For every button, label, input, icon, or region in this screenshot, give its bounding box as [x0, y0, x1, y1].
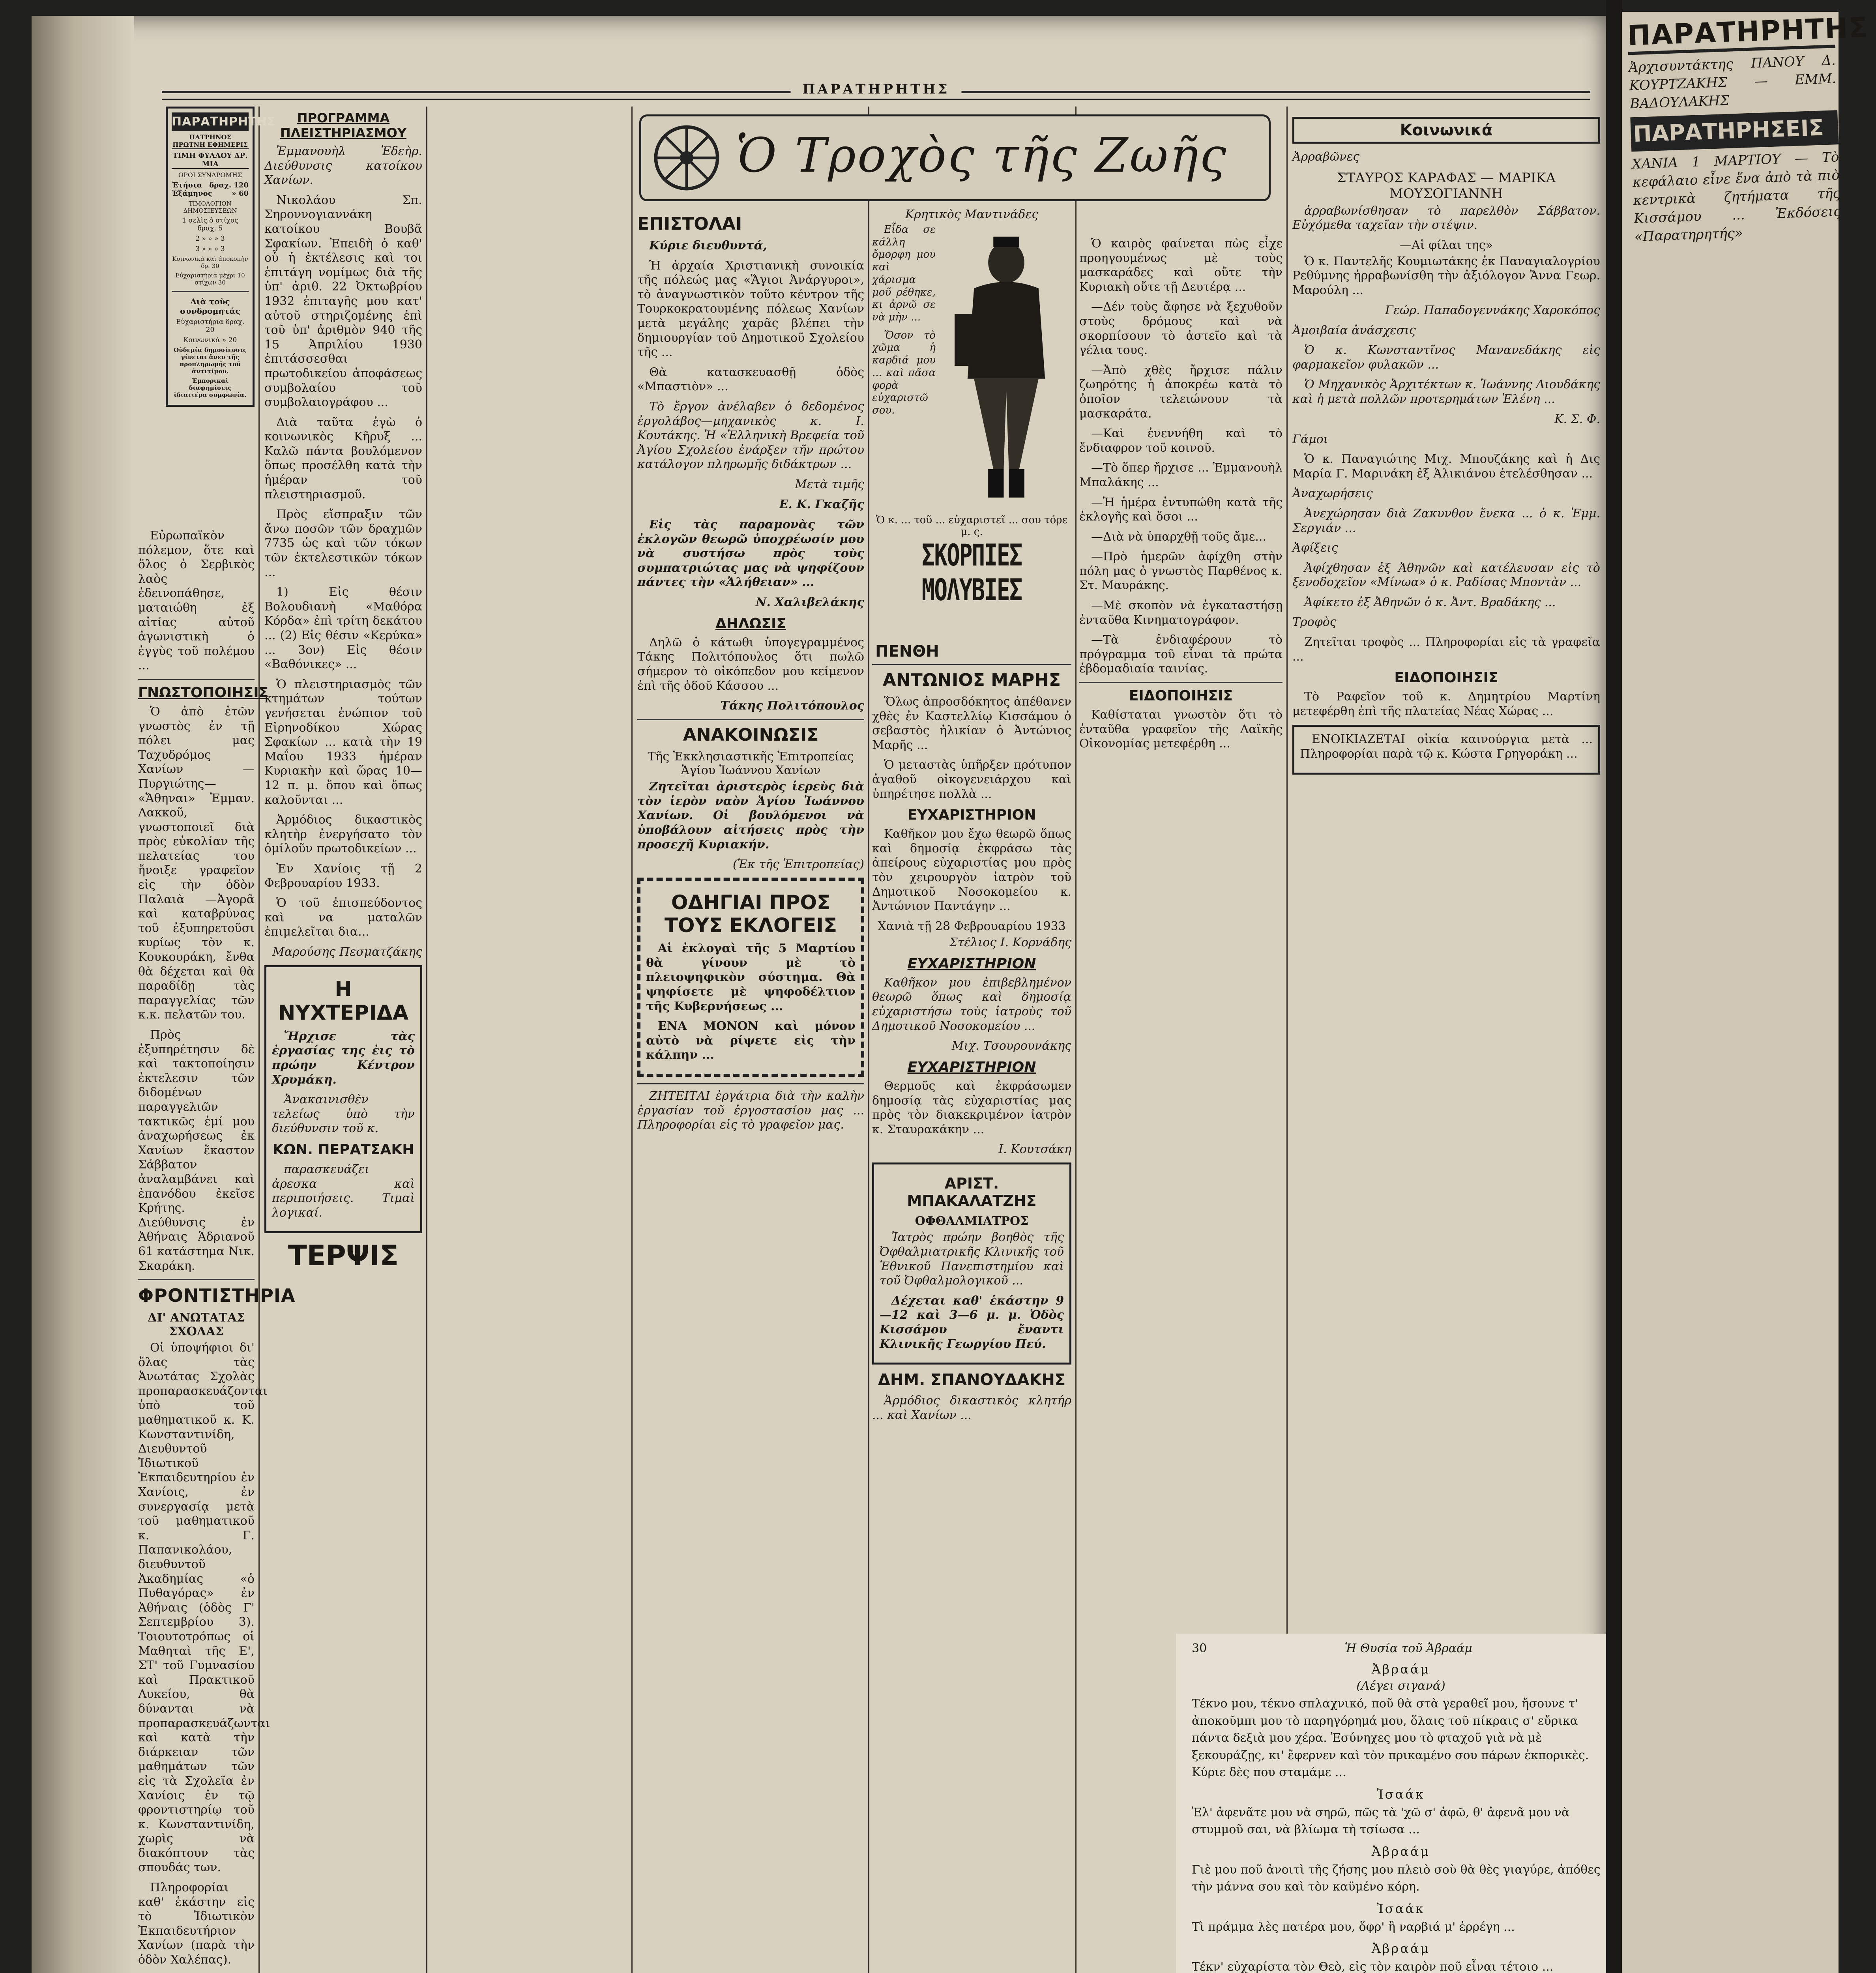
notice-text: Ὁ ἀπὸ ἐτῶν γνωστὸς ἐν τῇ πόλει μας Ταχυδρόμος Χανίων —Πυργιώτης— «Ἄθηναι» Ἐμμαν. Λακκοῦ, γνωστοποιεῖ διὰ πρὸς εὐκολίαν τῆς πελατείας του ἤνοιξε γραφεῖον εἰς τὴν ὁδὸν Παλαιὰ —Ἀγορᾶ καὶ καταβρύνας τοῦ ἐξυπηρετοῦσι κυρίως τὸν κ. Κουκουράκη, ἔνθα θὰ δέχεται καὶ θὰ παραδίδῃ τὰς παραγγελίας τῶν κ.κ. πελατῶν του.: [138, 704, 255, 1022]
notice-heading: ΓΝΩΣΤΟΠΟΙΗΣΙΣ: [138, 684, 269, 701]
odigiai-box: [637, 878, 864, 1077]
rate-value: » 60: [232, 189, 249, 198]
ads-line: Κοινωνικὰ καὶ ἀποκοπὴν δρ. 30: [172, 255, 248, 270]
anakoinosis-text: Ζητεῖται ἀριστερὸς ἱερεὺς διὰ τὸν ἱερὸν ναὸν Ἁγίου Ἰωάννου Χανίων. Οἱ βουλόμενοι νὰ ὑποβάλουν αἰτήσεις πρὸς τὴν προσεχῆ Κυριακήν.: [637, 780, 864, 852]
column-3: [637, 209, 864, 1973]
program-date: Ἐν Χανίοις τῇ 2 Φεβρουαρίου 1933.: [264, 861, 422, 890]
anakoinosis-sub: Τῆς Ἐκκλησιαστικῆς Ἐπιτροπείας Ἁγίου Ἰωάννου Χανίων: [648, 750, 854, 778]
program-text: Νικολάου Σπ. Σηροννογιαννάκη κατοίκου Βουβᾶ Σφακίων. Ἐπειδὴ ὁ καθ' οὗ ἡ ἐκτέλεσις καὶ τοι ἐπιτάγη νομίμως διὰ τῆς ὑπ' ἀριθ. 22 Ὀκτωβρίου 1932 ἐπιταγῆς μου κατ' αὐτοῦ στηριζομένης ἐπὶ τοῦ ὑπ' ἀριθμὸν 940 τῆς 15 Ἀπριλίου 1930 ἐπιτάσσεσθαι πρωτοδικείου ἀποφάσεως συμβολαίου τοῦ συμβολαιογράφου ...: [264, 193, 422, 410]
nyxterida-name: ΚΩΝ. ΠΕΡΑΤΣΑΚΗ: [272, 1142, 414, 1158]
skorpiai-text: —Μὲ σκοπὸν νὰ ἐγκαταστήσῃ ἐνταῦθα Κινηματογράφον.: [1079, 599, 1282, 627]
column-4-lower: [872, 639, 1071, 1973]
koin-text: Ὁ Μηχανικὸς Ἀρχιτέκτων κ. Ἰωάννης Λιουδάκης καὶ ἡ μετὰ πολλῶν προτερημάτων Ἑλένη ...: [1292, 378, 1600, 406]
rate-row: [172, 189, 249, 198]
ads-line: 3 » » » 3: [195, 245, 225, 253]
notice-text-2: Πρὸς ἐξυπηρέτησιν δὲ καὶ τακτοποίησιν ἐκτελεσιν τῶν διδομένων παραγγελιῶν τακτικῶς ἐμί μου ἀναχωρήσεως ἐκ Χανίων ἕκαστον Σάββατον ἀναλαμβάνει καὶ ἐπανόδου ἐκεῖσε Κρήτης. Διεύθυνσις ἐν Ἀθήναις Ἁδριανοῦ 61 κατάστημα Νικ. Σκαράκη.: [138, 1028, 255, 1273]
eux2-signature: Μιχ. Τσουρουνάκης: [951, 1039, 1071, 1053]
koin-text: Ἀφίκετο ἐξ Ἀθηνῶν ὁ κ. Ἀντ. Βραδάκης ...: [1304, 595, 1556, 609]
epistolai-salute: Κύριε διευθυντά,: [649, 239, 767, 253]
odigiai-text: Αἱ ἐκλογαὶ τῆς 5 Μαρτίου θὰ γίνουν μὲ τὸ πλειοψηφικὸν σύστημα. Θὰ ψηφίσετε μὲ ψηφοδέλτιον τῆς Κυβερνήσεως ...: [646, 942, 856, 1013]
epistolai-text: Εἰς τὰς παραμονὰς τῶν ἐκλογῶν θεωρῶ ὑποχρέωσίν μου νὰ συστήσω πρὸς τοὺς συμπατριώτας μας νὰ ψηφίζουν πάντες τὴν «Ἀλήθειαν» ...: [637, 517, 864, 590]
column-6: [1292, 110, 1600, 1610]
column-rule: [426, 107, 427, 1973]
rate-value: δραχ. 120: [209, 181, 249, 189]
book-line: Τέκνο μου, τέκνο σπλαχνικό, ποῦ θὰ στὰ γεραθεῖ μου, ἤσουνε τ' ἀποκοῦμπι μου τὸ παρηγόρημά μου, ὅλαις τοῦ πίκραις σ' εὔρικα πάντα δεξιὰ μου χέρα. Ἐσύνηχες μου τὸ φταχοῦ γιὰ νὰ μὲ ξεκουράζῃς, κι' ἔφερνεν καὶ τὸν πρικαμένο σου πάρων ἐκπορικὲς. Κύριε δὲς που σταμάμε ...: [1192, 1697, 1589, 1779]
eyes-ad: [872, 1162, 1071, 1365]
eidopoiisis-text: Τὸ Ραφεῖον τοῦ κ. Δημητρίου Μαρτίνη μετεφέρθη ἐπὶ τῆς πλατείας Νέας Χώρας ...: [1292, 690, 1600, 718]
book-line: Γιὲ μου ποῦ ἀνοιτὶ τῆς ζήσης μου πλειὸ σοὺ θὰ θὲς γιαγύρε, ἀπόθες τὴν μάννα σου καὶ τὸν καϋμένο κόρη.: [1192, 1863, 1601, 1894]
book-gutter: [1606, 0, 1622, 1973]
skorpiai-text: —Διὰ νὰ ὑπαρχθῇ τοῦς ἄμε...: [1091, 530, 1266, 544]
epistolai-closing: Μετὰ τιμῆς: [795, 477, 864, 491]
nyxterida-title: Η ΝΥΧΤΕΡΙΔΑ: [278, 977, 409, 1025]
eyes-text: Ἰατρὸς πρώην βοηθὸς τῆς Ὀφθαλμιατρικῆς Κλινικῆς τοῦ Ἐθνικοῦ Πανεπιστημίου καὶ τοῦ Ὀφθαλμολογικοῦ ...: [880, 1230, 1064, 1288]
program-text: Ἀρμόδιος δικαστικὸς κλητὴρ ἐνεργήσατο τὸν ὁμίλοῦν πρωτοδικείων ...: [264, 813, 422, 856]
price: ΤΙΜΗ ΦΥΛΛΟΥ ΔΡ. ΜΙΑ: [172, 152, 249, 169]
diloseis-text: Δηλῶ ὁ κάτωθι ὑπογεγραμμένος Τάκης Πολιτόπουλος ὅτι πωλῶ σήμερον τὸ οἰκόπεδον μου κείμενον ἐπὶ τῆς ὁδοῦ Κάσσου ...: [637, 635, 864, 693]
eux3-text: Θερμοῦς καὶ ἐκφράσωμεν δημοσίᾳ τὰς εὐχαριστίας μας πρὸς τὸν διακεκριμένον ἰατρὸν κ. Σταυρακάκην ...: [872, 1079, 1071, 1136]
rate-label: Ἑξάμηνος: [172, 189, 212, 198]
nyxterida-text-2: Ἀνακαινισθὲν τελείως ὑπὸ τὴν διεύθυνσιν τοῦ κ.: [272, 1093, 415, 1136]
prof-head: Κρητικὸς Μαντινάδες: [905, 208, 1039, 221]
skorpiai-text: —Τὸ ὅπερ ἤρχισε ... Ἐμμανουὴλ Μπαλάκης ...: [1079, 461, 1282, 489]
koinonika-head: Κοινωνικά: [1400, 121, 1493, 139]
anakoinosis-title: ΑΝΑΚΟΙΝΩΣΙΣ: [683, 725, 819, 745]
arr-names: ΣΤΑΥΡΟΣ ΚΑΡΑΦΑΣ — ΜΑΡΙΚΑ ΜΟΥΣΟΓΙΑΝΝΗ: [1337, 170, 1556, 202]
book-page-number: 30: [1192, 1642, 1207, 1655]
ads2-line: Κοινωνικὰ » 20: [183, 336, 237, 344]
frontistiria-text: Οἱ ὑποψήφιοι δι' ὅλας τὰς Ἀνωτάτας Σχολὰς προπαρασκευάζονται ὑπὸ τοῦ μαθηματικοῦ κ. Κ. Κωνσταντινίδη, Διευθυντοῦ Ἰδιωτικοῦ Ἐκπαιδευτηρίου ἐν Χανίοις, ἐν συνεργασίᾳ μετὰ τοῦ μαθηματικοῦ κ. Γ. Παπανικολάου, διευθυντοῦ Ἀκαδημίας «ὁ Πυθαγόρας» ἐν Ἀθήναις (ὁδὸς Γ' Σεπτεμβρίου 3). Τοιουτοτρόπως οἱ Μαθηταὶ τῆς Ε', ΣΤ' τοῦ Γυμνασίου καὶ Πρακτικοῦ Λυκείου, θὰ δύνανται νὰ προπαρασκευάζωνται καὶ κατὰ τὴν διάρκειαν τῶν μαθημάτων τῶν εἰς τὰ Σχολεῖα ἐν Χανίοις ἐν τῷ φροντιστηρίῳ τοῦ κ. Κωνσταντινίδη, χωρὶς νὰ διακόπτουν τὰς σπουδάς των.: [138, 1341, 270, 1875]
right-page: [1622, 11, 1869, 1973]
book-speaker: Ἀβραάμ: [1371, 1662, 1430, 1677]
skorpiai-text: —Τὰ ἐνδιαφέρουν τὸ πρόγραμμα τοῦ εἶναι τὰ πρώτα ἐβδομαδιαία ταινίας.: [1079, 633, 1282, 676]
right-text: ΧΑΝΙΑ 1 ΜΑΡΤΙΟΥ — Τὸ κεφάλαιο εἶνε ἕνα ἀπὸ τὰ πιὸ κεντρικὰ ζητήματα τῆς Κισσάμου ... Ἐκδόσεις «Παρατηρητής»: [1631, 149, 1841, 245]
ads2-note: Οὐδεμία δημοσίευσις γίνεται ἄνευ τῆς προπληρωμῆς τοῦ ἀντιτίμου.: [174, 346, 247, 375]
eidopoiisis-head: ΕΙΔΟΠΟΙΗΣΙΣ: [1394, 670, 1498, 686]
article-text: Εὐρωπαϊκὸν πόλεμον, ὅτε καὶ ὅλος ὁ Σερβικὸς λαὸς ἐδεινοπάθησε, ματαιώθη ἐξ αἰτίας αὐτοῦ ἀγωνιστικὴ ὁ ἐγγὺς τοῦ πολέμου ...: [138, 529, 255, 673]
koin-text: Ἀφίχθησαν ἐξ Ἀθηνῶν καὶ κατέλευσαν εἰς τὸ ξενοδοχεῖον «Μίνωα» ὁ κ. Ραδίσας Μποντὰν ...: [1292, 561, 1600, 590]
eux-text: Καθῆκον μου ἔχω θεωρῶ ὅπως καὶ δημοσίᾳ ἐκφράσω τὰς ἀπείρους εὐχαριστίας μου πρὸς τὸν χειρουργὸν ἰατρὸν τοῦ Δημοτικοῦ Νοσοκομείου κ. Ἀντώνιον Παντάγην ...: [872, 827, 1071, 913]
program-text: Πρὸς εἴσπραξιν τῶν ἄνω ποσῶν τῶν δραχμῶν 7735 ὡς καὶ τῶν τόκων τῶν ἐκτελεστικῶν τόκων ...: [264, 507, 422, 579]
arr-text: ἀρραβωνίσθησαν τὸ παρελθὸν Σάββατον. Εὐχόμεθα ταχεῖαν τὴν στέψιν.: [1292, 204, 1600, 232]
diloseis-signature: Τάκης Πολιτόπουλος: [720, 699, 864, 713]
column-rule: [868, 107, 869, 1973]
trofos-head: Τροφὸς: [1292, 615, 1337, 629]
eux3-signature: Ι. Κουτσάκη: [998, 1142, 1071, 1157]
rent-text: ΕΝΟΙΚΙΑΖΕΤΑΙ οἰκία καινούργια μετὰ ... Πληροφορίαι παρὰ τῷ κ. Κώστα Γρηγοράκη ...: [1300, 732, 1593, 761]
penthi-head: ΠΕΝΘΗ: [872, 639, 1071, 665]
odigiai-text-2: ΕΝΑ ΜΟΝΟΝ καὶ μόνον αὐτὸ νὰ ρίψετε εἰς τὴν κάλπην ...: [646, 1019, 856, 1062]
eux3-title: ΕΥΧΑΡΙΣΤΗΡΙΟΝ: [907, 1059, 1036, 1076]
frontistiria-title: ΦΡΟΝΤΙΣΤΗΡΙΑ: [138, 1285, 296, 1307]
book-page-insert: [1176, 1634, 1626, 1973]
skorpiai-text: —Ἡ ἡμέρα ἐντυπώθη κατὰ τῆς ἐκλογῆς καὶ ὅσοι ...: [1079, 495, 1282, 524]
portrait-image: [941, 224, 1071, 508]
eyes-text-2: Δέχεται καθ' ἑκάστην 9—12 καὶ 3—6 μ. μ. Ὁδὸς Κισσάμου ἔναντι Κλινικῆς Γεωργίου Πεύ.: [880, 1293, 1064, 1351]
eyes-head: ΑΡΙΣΤ. ΜΠΑΚΑΛΑΤΖΗΣ: [907, 1175, 1037, 1210]
rate-row: [172, 181, 249, 189]
koinonika-head-box: [1292, 117, 1600, 144]
book-speaker: Ἰσαάκ: [1377, 1901, 1425, 1916]
program-text: 1) Εἰς θέσιν Βολουδιανὴ «Μαθόρα Κόρδα» ἐπὶ τρίτη δεκάτου ... (2) Εἰς θέσιν «Κερύκα» ... 3ον) Εἰς θέσιν «Βαθόνικες» ...: [264, 585, 422, 672]
eux-date: Χανιὰ τῇ 28 Φεβρουαρίου 1933: [878, 919, 1066, 933]
ads-line: 1 σελὶς ὁ στίχος δραχ. 5: [182, 217, 238, 232]
book-line: Τὶ πράμμα λὲς πατέρα μου, ὅφρ' ἢ ναρβιά μ' ἐρρέγη ...: [1192, 1920, 1515, 1934]
penthi-text: Ὅλως ἀπροσδόκητος ἀπέθανεν χθὲς ἐν Καστελλίῳ Κισσάμου ὁ σεβαστὸς ἡλικίαν ὁ Ἀντώνιος Μαρῆς ...: [872, 695, 1071, 752]
program-text: Ὁ πλειστηριασμὸς τῶν κτημάτων τούτων γενήσεται ἐνώπιον τοῦ Εἰρηνοδίκου Χώρας Σφακίων ... κατὰ τὴν 19 Μαΐου 1933 ἡμέραν Κυριακὴν καὶ ὥρας 10—12 π. μ. ὅπου καὶ ὅπως καλοῦνται ...: [264, 677, 422, 807]
column-rule: [1075, 107, 1077, 1973]
epistolai-signature: Ε. Κ. Γκαζῆς: [779, 497, 864, 511]
program-sub: Ἐμμανουὴλ Ἐδεὴρ. Διεύθυνσις κατοίκου Χανίων.: [264, 144, 422, 187]
dim-text: Ἁρμόδιος δικαστικὸς κλητήρ ... καὶ Χανίων ...: [872, 1394, 1071, 1422]
skorpiai-text: —Καὶ ἐνεννήθη καὶ τὸ ἔνδιαφρον τοῦ κοινοῦ.: [1079, 427, 1282, 455]
book-speaker: Ἰσαάκ: [1377, 1786, 1425, 1802]
anakoinosis-signature: (Ἐκ τῆς Ἐπιτροπείας): [732, 857, 864, 872]
column-5: [1079, 237, 1282, 1618]
nyxterida-text: Ἤρχισε τὰς ἐργασίας της ἐις τὸ πρώην Κέντρον Χρυμάκη.: [272, 1029, 415, 1087]
banner-title: Ὁ Τροχὸς τῆς Ζωῆς: [736, 128, 1228, 183]
verse-text: Εἶδα σε κάλλη ὄμορφη μου καὶ χάρισμα μοῦ ρέθηκε, κι ἀρνῶ σε νὰ μὴν ...: [872, 224, 936, 324]
wheel-icon: [653, 124, 720, 191]
ads-head: ΤΙΜΟΛΟΓΙΟΝ ΔΗΜΟΣΙΕΥΣΕΩΝ: [183, 200, 237, 214]
frontistiria-sub: ΔΙ' ΑΝΩΤΑΤΑΣ ΣΧΟΛΑΣ: [148, 1311, 245, 1339]
program-title: ΠΡΟΓΡΑΜΜΑ ΠΛΕΙΣΤΗΡΙΑΣΜΟΥ: [280, 110, 406, 140]
eux-title: ΕΥΧΑΡΙΣΤΗΡΙΟΝ: [907, 807, 1036, 824]
book-line: Τέκν' εὐχαρίστα τὸν Θεὸ, εἰς τὸν καιρὸν ποῦ εἶναι τέτοιο ...: [1192, 1960, 1554, 1973]
koin-text: Ζητεῖται τροφὸς ... Πληροφορίαι εἰς τὰ γραφεῖα ...: [1292, 635, 1600, 664]
gamoi-head: Γάμοι: [1292, 432, 1328, 446]
masthead-sub: ΠΑΤΡΗΝΟΣ ΠΡΩΤΝΗ ΕΦΗΜΕΡΙΣ: [172, 133, 249, 149]
title-banner: [639, 114, 1271, 201]
skorpiai-text: —Πρὸ ἡμερῶν ἀφίχθη στὴν πόλη μας ὁ γνωστὸς Παρθένος κ. Στ. Μαυράκης.: [1079, 550, 1282, 593]
skorpiai-text: Ὁ καιρὸς φαίνεται πὼς εἶχε προηγουμένως μὲ τοὺς μασκαράδες καὶ οὔτε τὴν Κυριακὴ οὔτε τῇ Δευτέρᾳ ...: [1079, 237, 1282, 294]
amoib-head: Ἀμοιβαία ἀνάσχεσις: [1292, 323, 1416, 337]
koin-text: Ὁ κ. Παντελῆς Κουμιωτάκης ἐκ Παναγιαλογρίου Ρεθύμνης ἠρραβωνίσθη τὴν ἀξιόλογον Ἄννα Γεωρ. Μαρούλη ...: [1292, 254, 1600, 297]
eux2-title: ΕΥΧΑΡΙΣΤΗΡΙΟΝ: [907, 955, 1036, 972]
koin-signature: Κ. Σ. Φ.: [1554, 412, 1600, 426]
epistolai-title: ΕΠΙΣΤΟΛΑΙ: [637, 214, 742, 234]
right-masthead: ΠΑΡΑΤΗΡΗΤΗΣ: [1627, 12, 1835, 55]
eyes-sub: ΟΦΘΑΛΜΙΑΤΡΟΣ: [915, 1214, 1029, 1228]
koin-signature: Γεώρ. Παπαδογεννάκης Χαροκόπος: [1385, 303, 1600, 317]
column-1-body: [138, 529, 296, 1973]
skorpiai-text: —Ἀπὸ χθὲς ἤρχισε πάλιν ζωηρότης ἡ ἀποκρέω κατὰ τὸ ὀποῖον τελειώνουν τὰ μασκαράτα.: [1079, 363, 1282, 421]
book-speaker: Ἀβραάμ: [1371, 1941, 1430, 1956]
koin-text: Ὁ κ. Παναγιώτης Μιχ. Μπουζάκης καὶ ἡ Δις Μαρία Γ. Μαρινάκη ἐξ Ἀλικιάνου ἐτελέσθησαν ...: [1292, 452, 1600, 481]
epistolai-text: Τὸ ἔργον ἀνέλαβεν ὁ δεδομένος ἐργολάβος—μηχανικὸς κ. Ι. Κουτάκης. Ἡ «Ἐλληνικὴ Βρεφεία τοῦ Ἀγίου Σχολείου ἐνάρξεν τῆν πρώτου κατάλογον πληρωμῆς διδάκτρων ...: [637, 399, 864, 472]
masthead-title: ΠΑΡΑΤΗΡΗΤΗΣ: [172, 112, 249, 131]
rent-box: [1292, 725, 1600, 774]
eidopoiisis-text: Καθίσταται γνωστὸν ὅτι τὸ ἐνταῦθα γραφεῖον τῆς Λαϊκῆς Οἰκονομίας μετεφέρθη ...: [1079, 708, 1282, 751]
book-running-title: Ἡ Θυσία τοῦ Ἀβραάμ: [1344, 1642, 1472, 1655]
masthead-box: [166, 107, 276, 407]
skorpiai-text: —Δέν τοὺς ἄφησε νὰ ξεχυθοῦν στοὺς δρόμους καὶ νὰ σκορπίσουν τὸ ἀστεῖο καὶ τὰ γέλια τους.: [1079, 300, 1282, 358]
top-header: ΠΑΡΑΤΗΡΗΤΗΣ: [790, 81, 961, 97]
book-direction: (Λέγει σιγανά): [1356, 1679, 1445, 1693]
arr-head: Ἀρραβῶνες: [1292, 150, 1360, 164]
ads2-note2: Ἐμπορικαὶ διαφημίσεις ἰδιαιτέρα συμφωνία.: [174, 377, 247, 399]
terpsi-title: ΤΕΡΨΙΣ: [288, 1239, 399, 1272]
anach-head: Ἀναχωρήσεις: [1292, 487, 1373, 501]
column-rule: [258, 107, 260, 1973]
eux2-text: Καθῆκον μου ἐπιβεβλημένον θεωρῶ ὅπως καὶ δημοσίᾳ εὐχαριστήσω τοὺς ἰατροὺς τοῦ Δημοτικοῦ Νοσοκομείου ...: [872, 975, 1071, 1033]
frontistiria-text-2: Πληροφορίαι καθ' ἑκάστην εἰς τὸ Ἰδιωτικὸν Ἐκπαιδευτήριον Χανίων (παρὰ τὴν ὁδὸν Χαλέπας).: [138, 1881, 255, 1967]
verse-text-2: Ὅσον τὸ χῶμα ἡ καρδιά μου ... καὶ πᾶσα φορὰ εὐχαριστῶ σου.: [872, 329, 936, 417]
ads2-head: Διὰ τοὺς συνδρομητάς: [180, 297, 240, 316]
ads-line: 2 » » » 3: [195, 235, 225, 243]
top-rule: [162, 81, 1590, 100]
right-lines: Ἀρχισυντάκτης ΠΑΝΟΥ Δ. ΚΟΥΡΤΖΑΚΗΣ — ΕΜΜ. ΒΑΔΟΥΛΑΚΗΣ: [1628, 52, 1837, 112]
koin-text: Ἀνεχώρησαν διὰ Ζακυνθον ἕνεκα ... ὁ κ. Ἐμμ. Σεργιάν ...: [1292, 506, 1600, 535]
penthi-name: ΑΝΤΩΝΙΟΣ ΜΑΡΗΣ: [882, 670, 1061, 690]
afix-head: Ἀφίξεις: [1292, 541, 1338, 555]
program-signature: Μαρούσης Πεσματζάκης: [272, 945, 422, 959]
koin-text: Ὁ κ. Κωνσταντῖνος Μανανεδάκης εἰς φαρμακεῖον φυλακῶν ...: [1292, 343, 1600, 372]
ads2-line: Εὐχαριστήρια δραχ. 20: [176, 318, 245, 334]
diloseis-title: ΔΗΛΩΣΙΣ: [715, 615, 786, 632]
subs-head: ΟΡΟΙ ΣΥΝΔΡΟΜΗΣ: [178, 171, 242, 179]
penthi-text-2: Ὁ μεταστὰς ὑπῆρξεν πρότυπον ἀγαθοῦ οἰκογενειάρχου καὶ ὑπηρέτησε πολλὰ ...: [872, 758, 1071, 801]
program-text: Ὁ τοῦ ἐπισπεύδοντος καὶ να ματαλῶν ἐπιμελεῖται δια...: [264, 896, 422, 939]
eidopoiisis-title: ΕΙΔΟΠΟΙΗΣΙΣ: [1129, 688, 1233, 704]
book-line: Ἐλ' ἀφενᾶτε μου νὰ σηρῶ, πῶς τὰ 'χῶ σ' ἀφῶ, θ' ἀφενᾶ μου νὰ στυμμοῦ σαι, νὰ βλίωμα τὴ τσίωσα ...: [1192, 1805, 1570, 1836]
epistolai-signature-2: Ν. Χαλιβελάκης: [755, 595, 864, 609]
eux-signature: Στέλιος Ι. Κορνάδης: [949, 935, 1071, 949]
portrait-caption: Ὁ κ. ... τοῦ ... εὐχαριστεῖ ... σου τόρε μ. ς.: [876, 514, 1068, 538]
odigiai-title: ΟΔΗΓΙΑΙ ΠΡΟΣ ΤΟΥΣ ΕΚΛΟΓΕΙΣ: [664, 891, 837, 937]
arr-friends: —Αἱ φίλαι της»: [1399, 238, 1493, 252]
epistolai-text: Θὰ κατασκευασθῇ ὁδὸς «Μπαστιὸν» ...: [637, 365, 864, 394]
newspaper-page: [32, 16, 1606, 1973]
skorpiai-title: ΣΚΟΡΠΙΕΣ ΜΟΛΥΒΙΕΣ: [921, 538, 1022, 608]
zitite-text: ΖΗΤΕΙΤΑΙ ἐργάτρια διὰ τὴν καλὴν ἐργασίαν τοῦ ἐργοστασίου μας ... Πληροφορίαι εἰς τὸ γραφεῖον μας.: [637, 1089, 864, 1132]
program-text: Διὰ ταῦτα ἐγὼ ὁ κοινωνικὸς Κῆρυξ ... Καλῶ πάντα βουλόμενον ὅπως προσέλθη κατὰ τὴν ἡμέραν τοῦ πλειστηριασμοῦ.: [264, 415, 422, 502]
rate-label: Ἐτήσια: [172, 181, 202, 189]
book-speaker: Ἀβραάμ: [1371, 1844, 1430, 1859]
ads-line: Εὐχαριστήρια μέχρι 10 στίχων 30: [175, 272, 245, 286]
nyxterida-text-3: παρασκευάζει ἀρεσκα καὶ περιποιήσεις. Τιμαὶ λογικαί.: [272, 1162, 415, 1220]
dim-head: ΔΗΜ. ΣΠΑΝΟΥΔΑΚΗΣ: [878, 1371, 1066, 1389]
right-headline: ΠΑΡΑΤΗΡΗΣΕΙΣ: [1630, 110, 1839, 152]
column-2: [264, 107, 422, 1973]
epistolai-text: Ἡ ἀρχαία Χριστιανικὴ συνοικία τῆς πόλεώς μας «Ἅγιοι Ἀνάργυροι», τὸ ἀναγνωστικὸν τοῦτο κέντρον τῆς Τουρκοκρατουμένης πόλεως Χανίων μετὰ μεγάλης χαρᾶς βλέπει τὴν δημιουργίαν τοῦ Δημοτικοῦ Σχολείου τῆς ...: [637, 258, 864, 359]
nyxterida-ad: [264, 965, 422, 1234]
column-rule: [631, 107, 633, 1973]
